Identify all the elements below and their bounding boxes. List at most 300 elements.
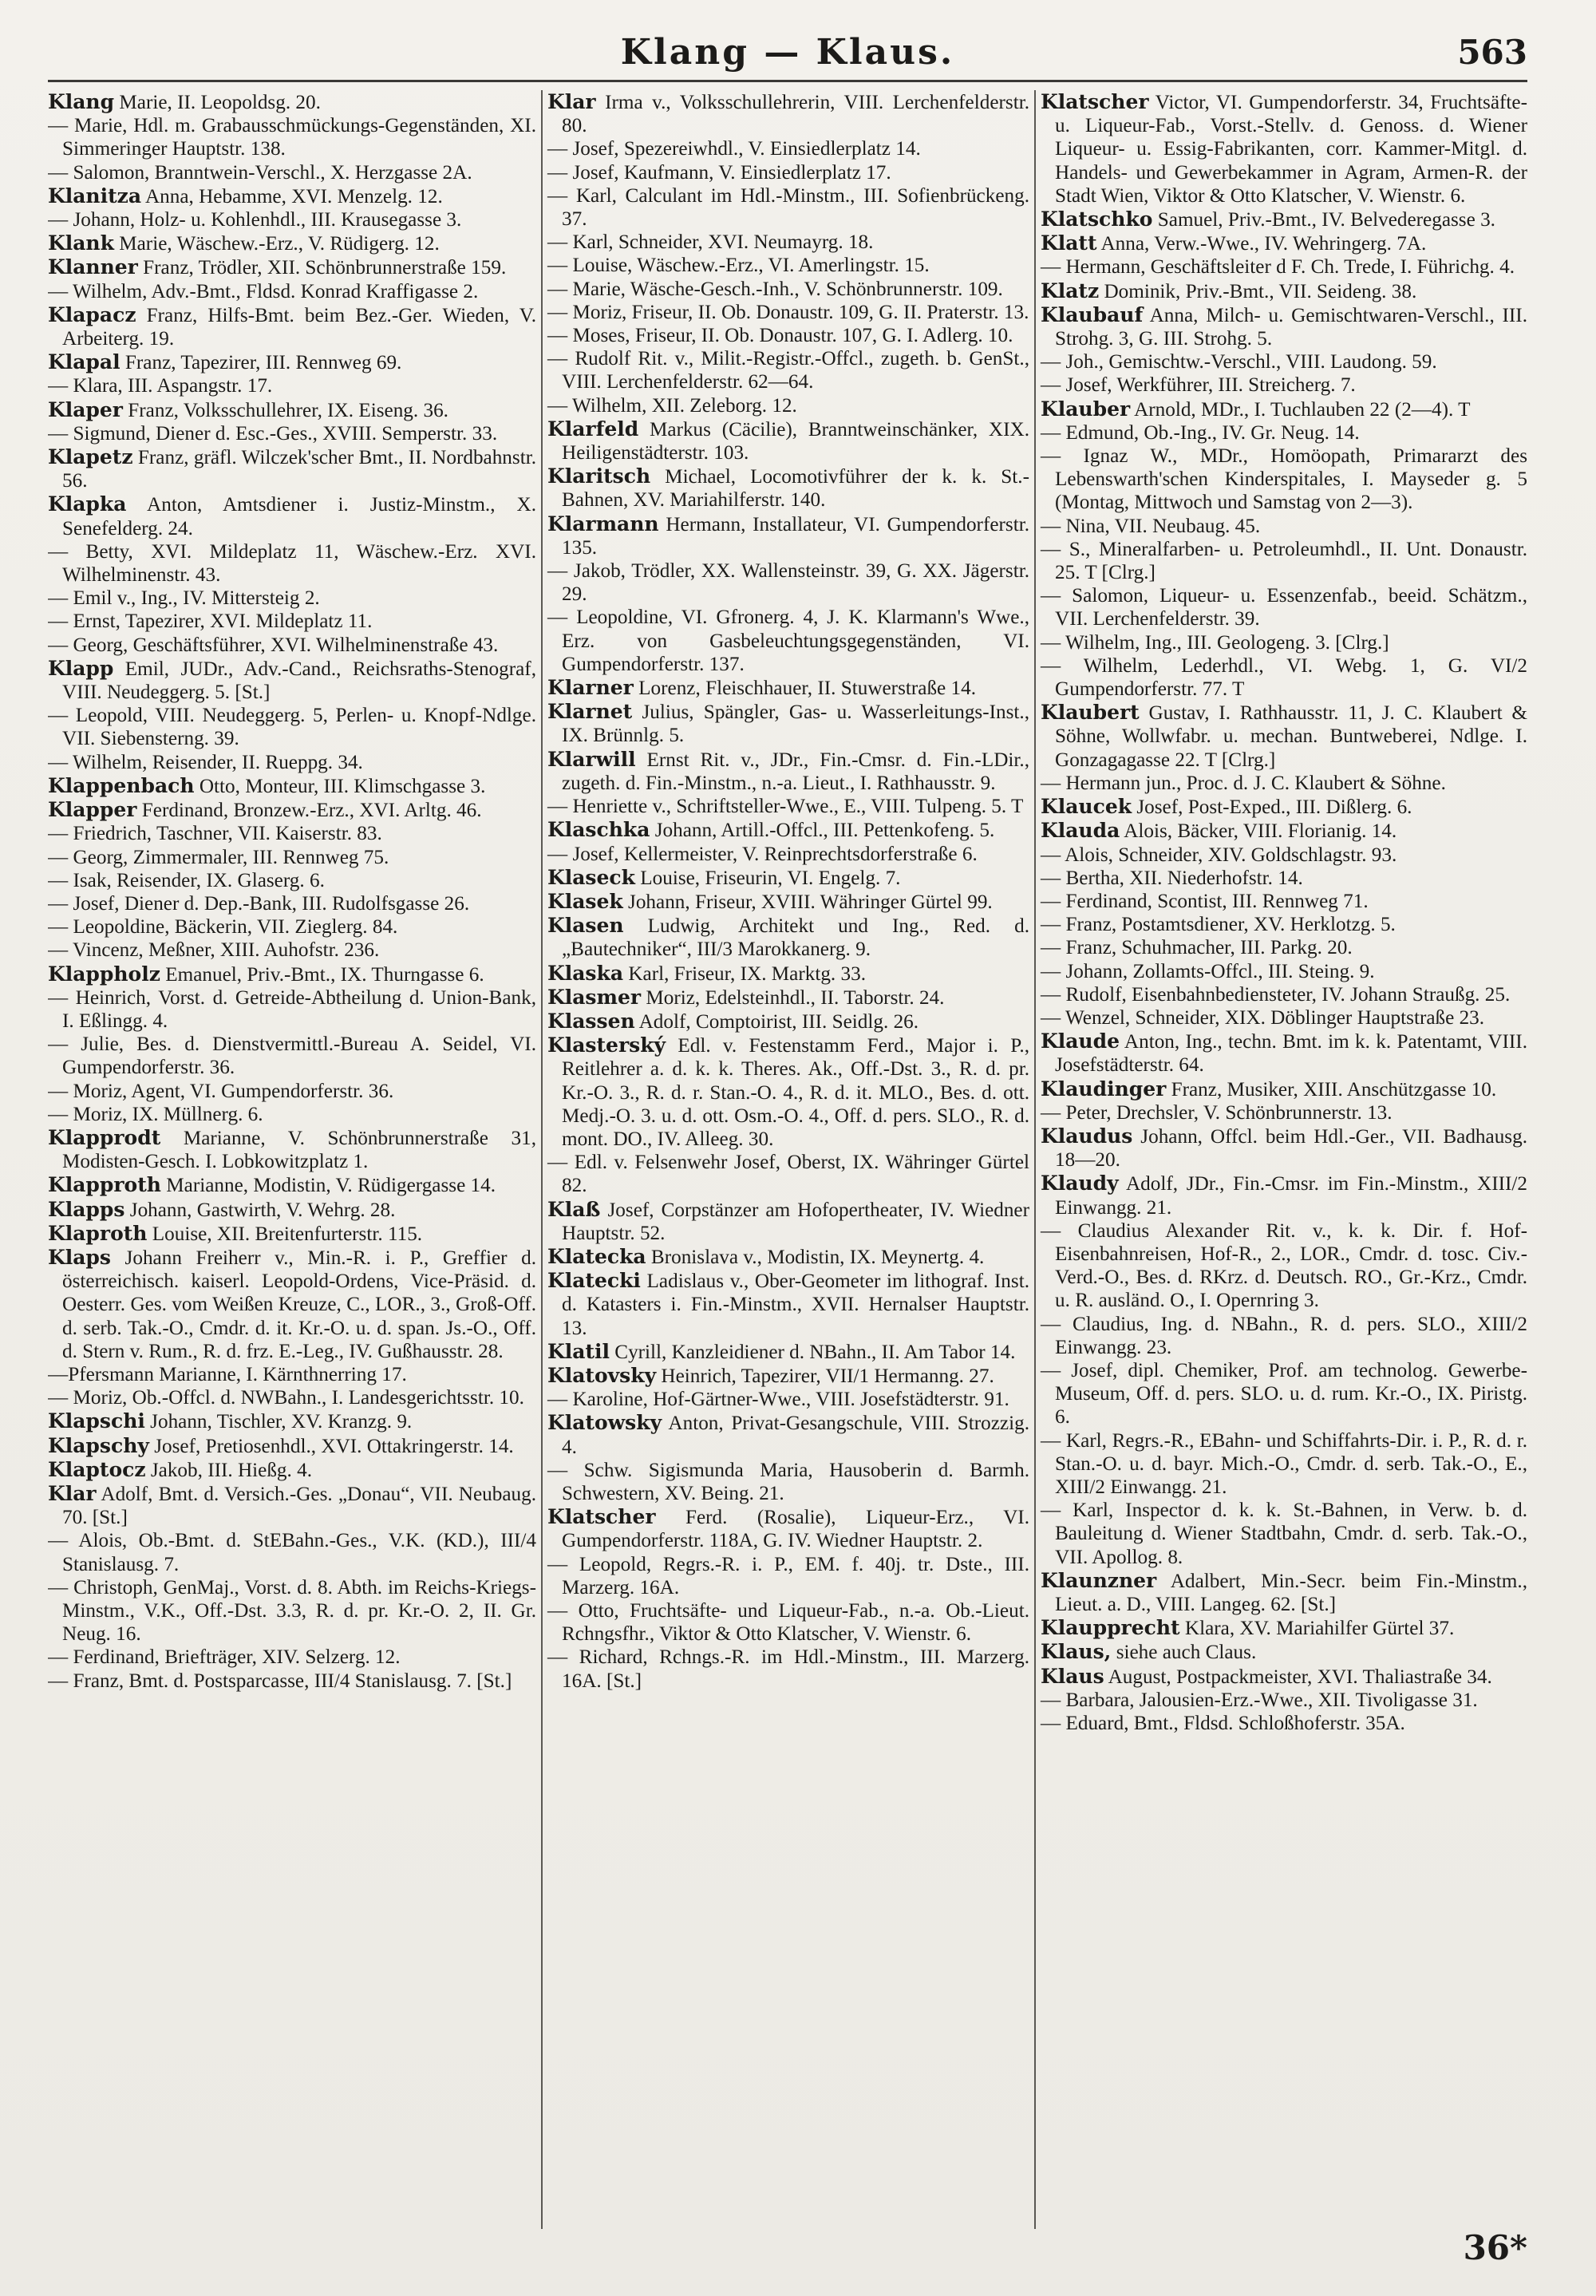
entry-details: Otto, Monteur, III. Klimschgasse 3. xyxy=(194,775,486,797)
entry-details: Ladislaus v., Ober-Geometer im lithograf. Inst. d. Katasters i. Fin.-Minstm., XVII. Hernalser Hauptstr. 13. xyxy=(562,1271,1029,1339)
entry-details: Adolf, Bmt. d. Versich.-Ges. „Donau“, VII. Neubaug. 70. [St.] xyxy=(62,1483,536,1529)
directory-entry xyxy=(1041,1029,1527,1077)
entry-details: Johann, Gastwirth, V. Wehrg. 28. xyxy=(124,1199,396,1221)
entry-surname: Klapetz xyxy=(48,445,133,469)
entry-details: Cyrill, Kanzleidiener d. NBahn., II. Am Tabor 14. xyxy=(609,1341,1016,1363)
entry-details: — Wilhelm, Adv.-Bmt., Fldsd. Konrad Kraffigasse 2. xyxy=(48,280,479,302)
entry-surname: Klapal xyxy=(48,350,120,374)
entry-details: Johann, Friseur, XVIII. Währinger Gürtel 99. xyxy=(622,891,993,913)
entry-surname: Klatscher xyxy=(1041,90,1149,113)
directory-entry xyxy=(48,634,536,657)
directory-entry xyxy=(48,1434,536,1458)
directory-entry xyxy=(48,1126,536,1173)
directory-entry xyxy=(547,1010,1029,1033)
directory-entry xyxy=(547,890,1029,914)
entry-surname: Klapka xyxy=(48,492,127,516)
entry-details: Josef, Post-Exped., III. Dißlerg. 6. xyxy=(1132,796,1412,819)
entry-details: Anna, Milch- u. Gemischtwaren-Verschl., III. Strohg. 3, G. III. Strohg. 5. xyxy=(1055,304,1527,350)
directory-entry xyxy=(48,869,536,892)
entry-surname: Klaska xyxy=(547,961,624,985)
entry-details: Marie, II. Leopoldsg. 20. xyxy=(114,92,321,113)
directory-entry xyxy=(1041,1313,1527,1359)
entry-details: — Sigmund, Diener d. Esc.-Ges., XVIII. Semperstr. 33. xyxy=(48,422,498,445)
directory-entry xyxy=(547,347,1029,393)
entry-surname: Klatil xyxy=(547,1339,610,1363)
entry-details: — Otto, Fruchtsäfte- und Liqueur-Fab., n.-a. Ob.-Lieut. Rchngsfhr., Viktor & Otto Klatscher, V. Wienstr. 6. xyxy=(547,1600,1029,1646)
directory-entry xyxy=(547,324,1029,347)
entry-details: Edl. v. Festenstamm Ferd., Major i. P., Reitlehrer a. d. k. k. Theres. Ak., Off.-Dst. 3., R. d. pr. Kr.-O. 3., R. d. r. Stan.-O. 4., R. d. it. MLO., Bes. d. ott. Medj.-O. 3. u. d. ott. Osm.-O. 4., Off. d. pers. SLO., R. d. mont. DO., IV. Alleeg. 30. xyxy=(562,1035,1029,1150)
directory-entry xyxy=(547,1646,1029,1692)
entry-surname: Klappenbach xyxy=(48,773,195,797)
directory-entry xyxy=(48,610,536,633)
entry-surname: Klasek xyxy=(547,889,623,913)
entry-details: — Karl, Calculant im Hdl.-Minstm., III. Sofienbrückeng. 37. xyxy=(547,184,1029,231)
entry-surname: Klatt xyxy=(1041,231,1097,255)
directory-entry xyxy=(48,892,536,915)
entry-details: Jakob, III. Hießg. 4. xyxy=(145,1459,312,1481)
directory-entry xyxy=(1041,1689,1527,1712)
directory-entry xyxy=(547,1459,1029,1505)
directory-entry xyxy=(1041,1640,1527,1664)
directory-entry xyxy=(547,843,1029,866)
entry-details: Victor, VI. Gumpendorferstr. 34, Fruchtsäfte- u. Liqueur-Fab., Vorst.-Stellv. d. Genoss. d. Wiener Liqueur- u. Essig-Fabrikanten, corr. Kammer-Mitgl. d. Handels- und Gewerbekammer in Agram, Armen-R. der Stadt Wien, Viktor & Otto Klatscher, V. Wienstr. 6. xyxy=(1055,92,1527,207)
entry-details: Julius, Spängler, Gas- u. Wasserleitungs-Inst., IX. Brünnlg. 5. xyxy=(562,701,1029,747)
entry-surname: Klassen xyxy=(547,1009,635,1033)
entry-details: — Alois, Ob.-Bmt. d. StEBahn.-Ges., V.K. (KD.), III/4 Stanislausg. 7. xyxy=(48,1530,536,1575)
entry-surname: Klatecki xyxy=(547,1269,641,1293)
entry-details: — Alois, Schneider, XIV. Goldschlagstr. 93. xyxy=(1041,844,1397,866)
entry-details: — Rudolf, Eisenbahnbediensteter, IV. Johann Straußg. 25. xyxy=(1041,983,1511,1006)
entry-details: Heinrich, Tapezirer, VII/1 Hermanng. 27. xyxy=(656,1365,994,1387)
directory-entry xyxy=(547,795,1029,818)
entry-details: Marianne, Modistin, V. Rüdigergasse 14. xyxy=(160,1175,496,1197)
directory-entry xyxy=(1041,890,1527,913)
entry-details: — Leopoldine, Bäckerin, VII. Zieglerg. 84. xyxy=(48,916,398,939)
entry-details: — Karoline, Hof-Gärtner-Wwe., VIII. Josefstädterstr. 91. xyxy=(547,1389,1009,1411)
directory-entry xyxy=(1041,1006,1527,1029)
entry-details: — Wilhelm, Lederhdl., VI. Webg. 1, G. VI/2 Gumpendorferstr. 77. T xyxy=(1041,654,1527,701)
entry-details: — Edl. v. Felsenwehr Josef, Oberst, IX. Währinger Gürtel 82. xyxy=(547,1152,1029,1197)
directory-entry xyxy=(48,751,536,774)
directory-entry xyxy=(1041,1499,1527,1569)
directory-entry xyxy=(48,303,536,350)
entry-surname: Klarner xyxy=(547,676,634,700)
entry-details: — Ferdinand, Briefträger, XIV. Selzerg. 12. xyxy=(48,1646,401,1669)
entry-surname: Klarfeld xyxy=(547,417,639,441)
directory-entry xyxy=(48,986,536,1033)
entry-details: — Hermann jun., Proc. d. J. C. Klaubert & Söhne. xyxy=(1041,772,1446,794)
directory-entry xyxy=(48,422,536,445)
entry-details: — Johann, Holz- u. Kohlenhdl., III. Krausegasse 3. xyxy=(48,209,462,231)
directory-entry xyxy=(547,417,1029,464)
directory-entry xyxy=(1041,1219,1527,1313)
entry-details: — Marie, Wäsche-Gesch.-Inh., V. Schönbrunnerstr. 109. xyxy=(547,278,1003,300)
entry-surname: Klappholz xyxy=(48,962,160,986)
entry-details: Irma v., Volksschullehrerin, VIII. Lerchenfelderstr. 80. xyxy=(562,92,1029,137)
entry-details: — Betty, XVI. Mildeplatz 11, Wäschew.-Erz. XVI. Wilhelminenstr. 43. xyxy=(48,540,536,587)
entry-details: — Georg, Zimmermaler, III. Rennweg 75. xyxy=(48,846,389,868)
directory-entry xyxy=(1041,701,1527,772)
entry-surname: Klaus, xyxy=(1041,1640,1112,1664)
directory-entry xyxy=(48,161,536,184)
directory-entry xyxy=(547,866,1029,890)
entry-details: Samuel, Priv.-Bmt., IV. Belvederegasse 3. xyxy=(1152,209,1495,231)
entry-details: — Emil v., Ing., IV. Mittersteig 2. xyxy=(48,587,320,610)
entry-surname: Klauda xyxy=(1041,819,1120,843)
directory-entry xyxy=(48,445,536,492)
directory-entry xyxy=(547,1198,1029,1245)
entry-details: — Eduard, Bmt., Fldsd. Schloßhoferstr. 35A. xyxy=(1041,1713,1405,1735)
directory-entry xyxy=(1041,795,1527,819)
directory-entry xyxy=(48,280,536,303)
running-head-title: Klang — Klaus. xyxy=(620,32,955,73)
directory-entry xyxy=(1041,350,1527,373)
entry-details: Anton, Amtsdiener i. Justiz-Minstm., X. Senefelderg. 24. xyxy=(62,494,536,539)
directory-entry xyxy=(48,1646,536,1669)
directory-entry xyxy=(48,1576,536,1646)
entry-details: Franz, gräfl. Wilczek'scher Bmt., II. Nordbahnstr. 56. xyxy=(62,447,536,492)
entry-details: Gustav, I. Rathhausstr. 11, J. C. Klaubert & Söhne, Wollwfabr. u. mechan. Buntweberei, Ndlge. I. Gonzagagasse 22. T [Clrg.] xyxy=(1055,702,1527,771)
entry-surname: Klaudy xyxy=(1041,1172,1119,1195)
entry-details: — Joh., Gemischtw.-Verschl., VIII. Laudong. 59. xyxy=(1041,351,1437,373)
entry-details: Anton, Privat-Gesangschule, VIII. Strozzig. 4. xyxy=(562,1413,1029,1458)
directory-entry xyxy=(547,254,1029,277)
entry-surname: Klarnet xyxy=(547,700,633,724)
entry-details: — Vincenz, Meßner, XIII. Auhofstr. 236. xyxy=(48,939,380,962)
entry-details: Emanuel, Priv.-Bmt., IX. Thurngasse 6. xyxy=(160,963,484,986)
entry-surname: Klapper xyxy=(48,798,137,822)
directory-entry xyxy=(1041,255,1527,279)
directory-entry xyxy=(48,540,536,587)
entry-details: Johann Freiherr v., Min.-R. i. P., Greffier d. österreichisch. kaiserl. Leopold-Ordens, Vice-Präsid. d. Oesterr. Ges. vom Weißen Kreuze, C., LOR., 3., Groß-Off. d. serb. Tak.-O., Cmdr. d. it. Kr.-O. u. d. span. Js.-O., Off. d. Stern v. Rum., R. d. frz. E.-Leg., IV. Gußhausstr. 28. xyxy=(62,1247,536,1362)
entry-details: Franz, Hilfs-Bmt. beim Bez.-Ger. Wieden, V. Arbeiterg. 19. xyxy=(62,304,536,350)
entry-details: Hermann, Installateur, VI. Gumpendorferstr. 135. xyxy=(562,513,1029,559)
directory-entry xyxy=(547,1599,1029,1646)
entry-details: — Wenzel, Schneider, XIX. Döblinger Hauptstraße 23. xyxy=(1041,1006,1485,1029)
directory-entry xyxy=(1041,207,1527,231)
entry-details: — Marie, Hdl. m. Grabausschmückungs-Gegenständen, XI. Simmeringer Hauptstr. 138. xyxy=(48,115,536,160)
entry-details: — Louise, Wäschew.-Erz., VI. Amerlingstr. 15. xyxy=(547,255,930,277)
entry-surname: Klapprodt xyxy=(48,1125,161,1149)
directory-entry xyxy=(48,1222,536,1246)
directory-entry xyxy=(547,184,1029,231)
directory-entry xyxy=(1041,90,1527,207)
entry-surname: Klang xyxy=(48,90,115,113)
directory-entry xyxy=(547,90,1029,137)
entry-details: — Klara, III. Aspangstr. 17. xyxy=(48,375,273,397)
directory-entry xyxy=(547,676,1029,700)
entry-surname: Klaupprecht xyxy=(1041,1616,1180,1640)
directory-entry xyxy=(48,350,536,374)
entry-surname: Klanitza xyxy=(48,184,142,207)
directory-entry xyxy=(48,1670,536,1693)
entry-details: — Josef, Werkführer, III. Streicherg. 7. xyxy=(1041,374,1356,397)
directory-entry xyxy=(547,231,1029,254)
entry-details: Anna, Verw.-Wwe., IV. Wehringerg. 7A. xyxy=(1096,233,1427,255)
entry-details: Moriz, Edelsteinhdl., II. Taborstr. 24. xyxy=(641,986,945,1009)
entry-surname: Klaseck xyxy=(547,865,635,889)
column-2 xyxy=(543,90,1036,2229)
entry-details: — Nina, VII. Neubaug. 45. xyxy=(1041,515,1261,537)
directory-entry xyxy=(1041,515,1527,538)
entry-details: — Moriz, Friseur, II. Ob. Donaustr. 109, G. II. Praterstr. 13. xyxy=(547,301,1029,323)
entry-details: — Franz, Bmt. d. Postsparcasse, III/4 Stanislausg. 7. [St.] xyxy=(48,1670,512,1692)
entry-details: — Leopoldine, VI. Gfronerg. 4, J. K. Klarmann's Wwe., Erz. von Gasbeleuchtungsgegenständen, VI. Gumpendorferstr. 137. xyxy=(547,607,1029,675)
entry-details: — Johann, Zollamts-Offcl., III. Steing. 9. xyxy=(1041,960,1375,982)
directory-entry xyxy=(1041,1172,1527,1219)
entry-details: — Josef, Kellermeister, V. Reinprechtsdorferstraße 6. xyxy=(547,843,978,865)
directory-entry xyxy=(547,278,1029,301)
entry-surname: Klasen xyxy=(547,914,624,938)
entry-details: — Friedrich, Taschner, VII. Kaiserstr. 83. xyxy=(48,823,382,845)
entry-details: — Josef, Spezereiwhdl., V. Einsiedlerplatz 14. xyxy=(547,138,921,160)
directory-entry xyxy=(48,492,536,539)
directory-entry xyxy=(1041,445,1527,515)
entry-details: — Josef, Diener d. Dep.-Bank, III. Rudolfsgasse 26. xyxy=(48,892,470,915)
entry-details: Adolf, JDr., Fin.-Cmsr. im Fin.-Minstm., XIII/2 Einwangg. 21. xyxy=(1055,1173,1527,1219)
directory-entry xyxy=(547,818,1029,842)
directory-entry xyxy=(547,1505,1029,1552)
directory-entry xyxy=(48,774,536,798)
column-1 xyxy=(48,90,543,2229)
entry-details: Franz, Musiker, XIII. Anschützgasse 10. xyxy=(1166,1078,1497,1101)
entry-details: Adalbert, Min.-Secr. beim Fin.-Minstm., Lieut. a. D., VIII. Langeg. 62. [St.] xyxy=(1055,1570,1527,1615)
entry-details: — Barbara, Jalousien-Erz.-Wwe., XII. Tivoligasse 31. xyxy=(1041,1689,1478,1711)
directory-entry xyxy=(48,398,536,422)
directory-entry xyxy=(48,255,536,279)
directory-entry xyxy=(1041,772,1527,795)
directory-entry xyxy=(1041,867,1527,890)
entry-details: — Bertha, XII. Niederhofstr. 14. xyxy=(1041,867,1303,889)
directory-entry xyxy=(48,587,536,610)
entry-details: Anna, Hebamme, XVI. Menzelg. 12. xyxy=(141,185,443,207)
directory-entry xyxy=(547,512,1029,559)
directory-entry xyxy=(1041,844,1527,867)
entry-details: Markus (Cäcilie), Branntweinschänker, XIX. Heiligenstädterstr. 103. xyxy=(562,418,1029,464)
directory-entry xyxy=(1041,1124,1527,1172)
entry-details: — Christoph, GenMaj., Vorst. d. 8. Abth. im Reichs-Kriegs-Minstm., V.K., Off.-Dst. 3.3, R. d. pr. Kr.-O. 2, II. Gr. Neug. 16. xyxy=(48,1576,536,1646)
directory-entry xyxy=(48,962,536,986)
entry-details: — Salomon, Liqueur- u. Essenzenfab., beeid. Schätzm., VII. Lerchenfelderstr. 39. xyxy=(1041,585,1527,630)
directory-entry xyxy=(48,939,536,962)
entry-details: Johann, Offcl. beim Hdl.-Ger., VII. Badhausg. 18—20. xyxy=(1055,1125,1527,1172)
directory-entry xyxy=(48,184,536,208)
directory-entry xyxy=(1041,913,1527,936)
directory-entry xyxy=(48,915,536,939)
entry-details: — Edmund, Ob.-Ing., IV. Gr. Neug. 14. xyxy=(1041,421,1360,444)
entry-details: Lorenz, Fleischhauer, II. Stuwerstraße 14. xyxy=(633,678,976,700)
entry-surname: Klaproth xyxy=(48,1221,148,1245)
directory-entry xyxy=(48,231,536,255)
entry-details: Johann, Tischler, XV. Kranzg. 9. xyxy=(144,1411,413,1433)
entry-details: — Moriz, Agent, VI. Gumpendorferstr. 36. xyxy=(48,1080,394,1102)
directory-entry xyxy=(48,1409,536,1433)
entry-details: — Heinrich, Vorst. d. Getreide-Abtheilung d. Union-Bank, I. Eßlingg. 4. xyxy=(48,986,536,1032)
entry-surname: Klatz xyxy=(1041,279,1100,302)
entry-details: Alois, Bäcker, VIII. Florianig. 14. xyxy=(1120,820,1397,843)
entry-details: Arnold, MDr., I. Tuchlauben 22 (2—4). T xyxy=(1130,398,1471,421)
entry-details: — Leopold, Regrs.-R. i. P., EM. f. 40j. tr. Dste., III. Marzerg. 16A. xyxy=(547,1553,1029,1599)
directory-entry xyxy=(547,1033,1029,1151)
entry-surname: Klapschi xyxy=(48,1409,145,1433)
entry-details: — Claudius, Ing. d. NBahn., R. d. pers. SLO., XIII/2 Einwangg. 23. xyxy=(1041,1313,1527,1358)
entry-details: Ferdinand, Bronzew.-Erz., XVI. Arltg. 46. xyxy=(136,800,482,822)
entry-surname: Klar xyxy=(48,1481,97,1505)
entry-details: Anton, Ing., techn. Bmt. im k. k. Patentamt, VIII. Josefstädterstr. 64. xyxy=(1055,1031,1527,1077)
entry-surname: Klatschko xyxy=(1041,207,1153,231)
directory-entry xyxy=(48,1173,536,1197)
entry-surname: Klar xyxy=(547,90,596,113)
entry-details: — Schw. Sigismunda Maria, Hausoberin d. Barmh. Schwestern, XV. Being. 21. xyxy=(547,1459,1029,1504)
entry-details: Louise, XII. Breitenfurterstr. 115. xyxy=(147,1223,423,1245)
directory-entry xyxy=(1041,631,1527,654)
entry-details: Klara, XV. Mariahilfer Gürtel 37. xyxy=(1179,1618,1455,1640)
entry-details: Franz, Tapezirer, III. Rennweg 69. xyxy=(120,352,402,374)
entry-details: — Wilhelm, Reisender, II. Rueppg. 34. xyxy=(48,751,363,773)
entry-surname: Klatowsky xyxy=(547,1411,662,1435)
directory-entry xyxy=(48,1386,536,1409)
entry-details: — Jakob, Trödler, XX. Wallensteinstr. 39, G. XX. Jägerstr. 29. xyxy=(547,560,1029,606)
entry-surname: Klaus xyxy=(1041,1664,1104,1688)
entry-surname: Klaudinger xyxy=(1041,1077,1167,1101)
entry-details: Josef, Pretiosenhdl., XVI. Ottakringerstr. 14. xyxy=(148,1435,514,1457)
directory-entry xyxy=(48,1103,536,1126)
entry-details: — Richard, Rchngs.-R. im Hdl.-Minstm., III. Marzerg. 16A. [St.] xyxy=(547,1646,1029,1692)
directory-entry xyxy=(547,986,1029,1010)
directory-entry xyxy=(1041,1429,1527,1500)
directory-entry xyxy=(547,1269,1029,1340)
entry-details: —Pfersmann Marianne, I. Kärnthnerring 17. xyxy=(48,1363,407,1385)
entry-details: Dominik, Priv.-Bmt., VII. Seideng. 38. xyxy=(1099,280,1417,302)
page-header xyxy=(48,30,1527,82)
directory-entry xyxy=(547,137,1029,160)
column-3 xyxy=(1036,90,1527,2229)
entry-surname: Klaß xyxy=(547,1197,601,1221)
directory-entry xyxy=(1041,279,1527,303)
entry-surname: Klapps xyxy=(48,1197,125,1221)
directory-entry xyxy=(547,700,1029,747)
directory-entry xyxy=(1041,1359,1527,1429)
entry-details: — Rudolf Rit. v., Milit.-Registr.-Offcl., zugeth. b. GenSt., VIII. Lerchenfelderstr. 62—64. xyxy=(547,348,1029,393)
entry-surname: Klasmer xyxy=(547,985,642,1009)
entry-surname: Klanner xyxy=(48,255,138,279)
entry-details: — Franz, Postamtsdiener, XV. Herklotzg. 5. xyxy=(1041,914,1396,936)
directory-entry xyxy=(48,1080,536,1103)
directory-entry xyxy=(547,1151,1029,1197)
directory-entry xyxy=(547,1245,1029,1269)
directory-entry xyxy=(48,1458,536,1482)
entry-details: Emil, JUDr., Adv.-Cand., Reichsraths-Stenograf, VIII. Neudeggerg. 5. [St.] xyxy=(62,658,536,704)
entry-surname: Klapproth xyxy=(48,1173,161,1197)
entry-details: Franz, Trödler, XII. Schönbrunnerstraße 159. xyxy=(137,257,507,279)
entry-details: — Henriette v., Schriftsteller-Wwe., E., VIII. Tulpeng. 5. T xyxy=(547,796,1024,818)
directory-entry xyxy=(547,464,1029,512)
directory-entry xyxy=(48,657,536,704)
directory-entry xyxy=(547,1340,1029,1364)
directory-entry xyxy=(48,846,536,869)
directory-entry xyxy=(1041,819,1527,843)
directory-entry xyxy=(48,822,536,845)
entry-surname: Klasterský xyxy=(547,1033,666,1057)
directory-entry xyxy=(1041,584,1527,630)
entry-details: — Karl, Inspector d. k. k. St.-Bahnen, in Verw. b. d. Bauleitung d. Wiener Stadtbahn, Cmdr. d. serb. Tak.-O., VII. Apollog. 8. xyxy=(1041,1500,1527,1568)
entry-surname: Klaubert xyxy=(1041,701,1140,725)
directory-entry xyxy=(48,90,536,114)
entry-surname: Klapschy xyxy=(48,1433,149,1457)
entry-details: — Claudius Alexander Rit. v., k. k. Dir. f. Hof-Eisenbahnreisen, Hof-R., 2., LOR., Cmdr. d. tosc. Civ.-Verd.-O., Bes. d. RKrz. d. Deutsch. RO., Gr.-Krz., Cmdr. u. R. ausländ. O., I. Opernring 3. xyxy=(1041,1219,1527,1312)
entry-surname: Klatecka xyxy=(547,1244,646,1268)
entry-details: — Josef, Kaufmann, V. Einsiedlerplatz 17. xyxy=(547,161,891,184)
directory-entry xyxy=(1041,1665,1527,1689)
entry-details: siehe auch Claus. xyxy=(1111,1642,1257,1664)
directory-entry xyxy=(48,374,536,397)
entry-surname: Klaps xyxy=(48,1245,111,1269)
entry-details: Marianne, V. Schönbrunnerstraße 31, Modisten-Gesch. I. Lobkowitzplatz 1. xyxy=(62,1127,536,1173)
entry-surname: Klaritsch xyxy=(547,464,651,488)
directory-entry xyxy=(547,914,1029,961)
entry-surname: Klaudus xyxy=(1041,1124,1133,1148)
directory-entry xyxy=(1041,936,1527,959)
entry-details: — Julie, Bes. d. Dienstvermittl.-Bureau A. Seidel, VI. Gumpendorferstr. 36. xyxy=(48,1033,536,1079)
entry-details: Louise, Friseurin, VI. Engelg. 7. xyxy=(634,867,901,889)
directory-entry xyxy=(547,1411,1029,1458)
entry-details: Marie, Wäschew.-Erz., V. Rüdigerg. 12. xyxy=(113,233,440,255)
entry-surname: Klaubauf xyxy=(1041,302,1144,326)
entry-surname: Klaschka xyxy=(547,818,650,842)
entry-details: Karl, Friseur, IX. Marktg. 33. xyxy=(623,962,867,985)
entry-surname: Klaunzner xyxy=(1041,1568,1157,1592)
entry-surname: Klarmann xyxy=(547,512,659,535)
directory-entry xyxy=(547,1553,1029,1599)
entry-details: — Ernst, Tapezirer, XVI. Mildeplatz 11. xyxy=(48,611,373,633)
entry-details: — Salomon, Branntwein-Verschl., X. Herzgasse 2A. xyxy=(48,161,472,184)
directory-entry xyxy=(48,1246,536,1363)
entry-details: — Karl, Schneider, XVI. Neumayrg. 18. xyxy=(547,231,874,254)
entry-details: — Hermann, Geschäftsleiter d F. Ch. Trede, I. Führichg. 4. xyxy=(1041,256,1515,279)
entry-details: — Leopold, VIII. Neudeggerg. 5, Perlen- u. Knopf-Ndlge. VII. Siebensterng. 39. xyxy=(48,705,536,750)
page-number: 563 xyxy=(1457,33,1527,72)
entry-surname: Klatovsky xyxy=(547,1363,657,1387)
directory-entry xyxy=(547,161,1029,184)
entry-details: — Georg, Geschäftsführer, XVI. Wilhelminenstraße 43. xyxy=(48,634,499,656)
entry-details: — Moriz, Ob.-Offcl. d. NWBahn., I. Landesgerichtsstr. 10. xyxy=(48,1387,524,1409)
entry-details: — Josef, dipl. Chemiker, Prof. am technolog. Gewerbe-Museum, Off. d. pers. SLO. u. d. rum. Kr.-O., IX. Piristg. 6. xyxy=(1041,1359,1527,1429)
directory-entry xyxy=(48,1482,536,1529)
entry-details: — Moses, Friseur, II. Ob. Donaustr. 107, G. I. Adlerg. 10. xyxy=(547,325,1013,347)
directory-entry xyxy=(547,1388,1029,1411)
directory-entry xyxy=(1041,654,1527,701)
entry-details: — Ignaz W., MDr., Homöopath, Primararzt des Lebenswarth'schen Kinderspitales, I. Mayseder g. 5 (Montag, Mittwoch und Samstag von 2—3). xyxy=(1041,445,1527,514)
entry-details: Ferd. (Rosalie), Liqueur-Erz., VI. Gumpendorferstr. 118A, G. IV. Wiedner Hauptstr. 2. xyxy=(562,1507,1029,1552)
directory-entry xyxy=(48,114,536,160)
directory-entry xyxy=(547,1364,1029,1388)
entry-surname: Klaper xyxy=(48,397,123,421)
directory-entry xyxy=(1041,1077,1527,1101)
directory-entry xyxy=(48,1198,536,1222)
entry-details: — Ferdinand, Scontist, III. Rennweg 71. xyxy=(1041,890,1369,912)
entry-surname: Klaptocz xyxy=(48,1457,146,1481)
directory-entry xyxy=(1041,397,1527,421)
entry-details: — Moriz, IX. Müllnerg. 6. xyxy=(48,1103,263,1125)
entry-surname: Klank xyxy=(48,231,114,255)
sheet-signature: 36* xyxy=(1463,2228,1527,2267)
directory-entry xyxy=(1041,303,1527,350)
directory-entry xyxy=(547,748,1029,795)
entry-details: — Wilhelm, Ing., III. Geologeng. 3. [Clrg.] xyxy=(1041,631,1389,654)
directory-entry xyxy=(48,1033,536,1079)
entry-details: Franz, Volksschullehrer, IX. Eiseng. 36. xyxy=(122,399,448,421)
directory-entry xyxy=(547,606,1029,676)
